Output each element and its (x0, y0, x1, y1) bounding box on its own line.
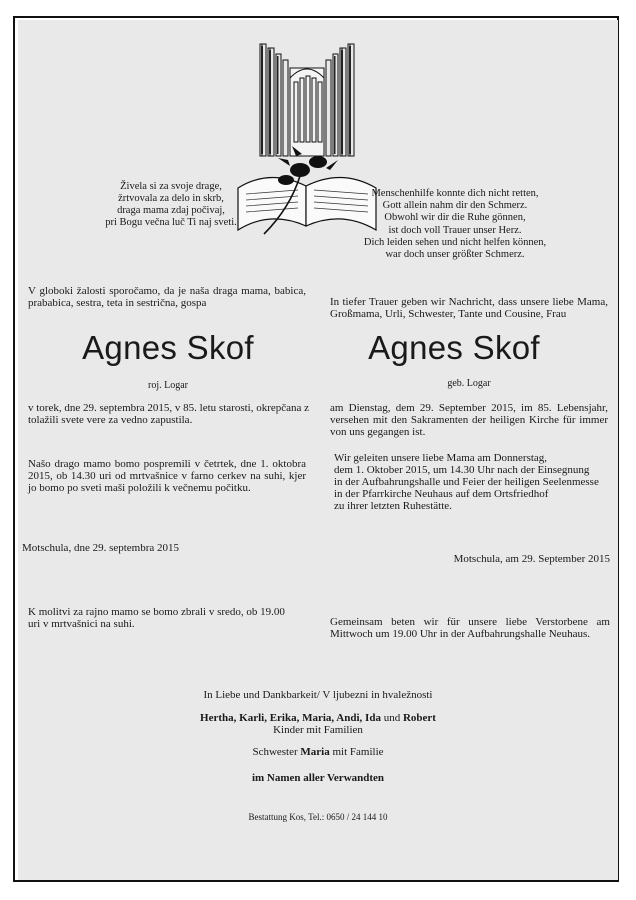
funeral-line: in der Aufbahrungshalle und Feier der heiligen Seelenmesse (334, 476, 599, 488)
funeral-line: Wir geleiten unsere liebe Mama am Donnerstag, (334, 452, 548, 464)
sister-pre: Schwester (252, 746, 301, 758)
left-funeral-info: Našo drago mamo bomo pospremili v četrtek, dne 1. oktobra 2015, ob 14.30 uri od mrtvašnice v farno cerkev na suhi, kjer jo bomo po sveti maši položili k večnemu počitku. (28, 458, 306, 494)
family-names (0, 712, 636, 724)
poem-line: Menschenhilfe konnte dich nicht retten, (371, 188, 539, 199)
sister-line (0, 746, 636, 758)
right-place-date: Motschula, am 29. September 2015 (453, 553, 610, 565)
undertaker-info: Bestattung Kos, Tel.: 0650 / 24 144 10 (248, 812, 388, 822)
poem-line: Živela si za svoje drage, (120, 181, 222, 192)
poem-line: ist doch voll Trauer unser Herz. (388, 224, 522, 236)
poem-line: Gott allein nahm dir den Schmerz. (382, 200, 528, 212)
sister-post: mit Familie (329, 746, 384, 758)
relatives-line: im Namen aller Verwandten (251, 772, 385, 784)
poem-line: Dich leiden sehen und nicht helfen können, (363, 236, 547, 248)
poem-line: war doch unser größter Schmerz. (385, 249, 525, 261)
funeral-line: in der Pfarrkirche Neuhaus auf dem Ortsfriedhof (334, 488, 549, 500)
right-funeral-info (334, 452, 610, 512)
poem-german (346, 188, 564, 261)
left-maiden-name: roj. Logar (148, 380, 188, 391)
left-prayer-info: K molitvi za rajno mamo se bomo zbrali v sredo, ob 19.00 uri v mrtvašnici na suhi. (28, 606, 285, 630)
right-deceased-name: Agnes Skof (368, 329, 540, 366)
right-death-notice: am Dienstag, dem 29. September 2015, im 85. Lebensjahr, versehen mit den Sakramenten der heiligen Kirche für immer von uns gegangen ist. (330, 402, 608, 438)
left-deceased-name: Agnes Skof (82, 329, 254, 366)
children-names: Hertha, Karli, Erika, Maria, Andi, Ida (200, 712, 381, 724)
sister-name: Maria (300, 746, 330, 758)
family-and: und (380, 712, 403, 724)
child-last-name: Robert (402, 712, 436, 724)
funeral-line: zu ihrer letzten Ruhestätte. (334, 500, 452, 512)
right-intro: In tiefer Trauer geben wir Nachricht, dass unsere liebe Mama, Großmama, Urli, Schwester, Tante und Cousine, Frau (330, 296, 608, 320)
right-maiden-name: geb. Logar (447, 378, 491, 389)
poem-line: žrtvovala za delo in skrb, (118, 193, 224, 204)
family-subtitle: Kinder mit Familien (273, 724, 363, 736)
closing-line: In Liebe und Dankbarkeit/ V ljubezni in hvaležnosti (203, 689, 433, 701)
poem-line: Obwohl wir dir die Ruhe gönnen, (384, 212, 526, 224)
poem-slovene (96, 181, 246, 229)
left-place-date: Motschula, dne 29. septembra 2015 (22, 542, 180, 554)
left-intro: V globoki žalosti sporočamo, da je naša draga mama, babica, prababica, sestra, teta in sestrična, gospa (28, 285, 306, 309)
funeral-line: dem 1. Oktober 2015, um 14.30 Uhr nach der Einsegnung (334, 464, 590, 476)
right-prayer-info: Gemeinsam beten wir für unsere liebe Verstorbene am Mittwoch um 19.00 Uhr in der Aufbahrungshalle Neuhaus. (330, 616, 610, 640)
poem-line: pri Bogu večna luč Ti naj sveti. (105, 217, 237, 228)
left-death-notice: v torek, dne 29. septembra 2015, v 85. letu starosti, okrepčana z tolažili svete vere za vedno zapustila. (28, 402, 310, 426)
poem-line: draga mama zdaj počivaj, (117, 205, 225, 216)
